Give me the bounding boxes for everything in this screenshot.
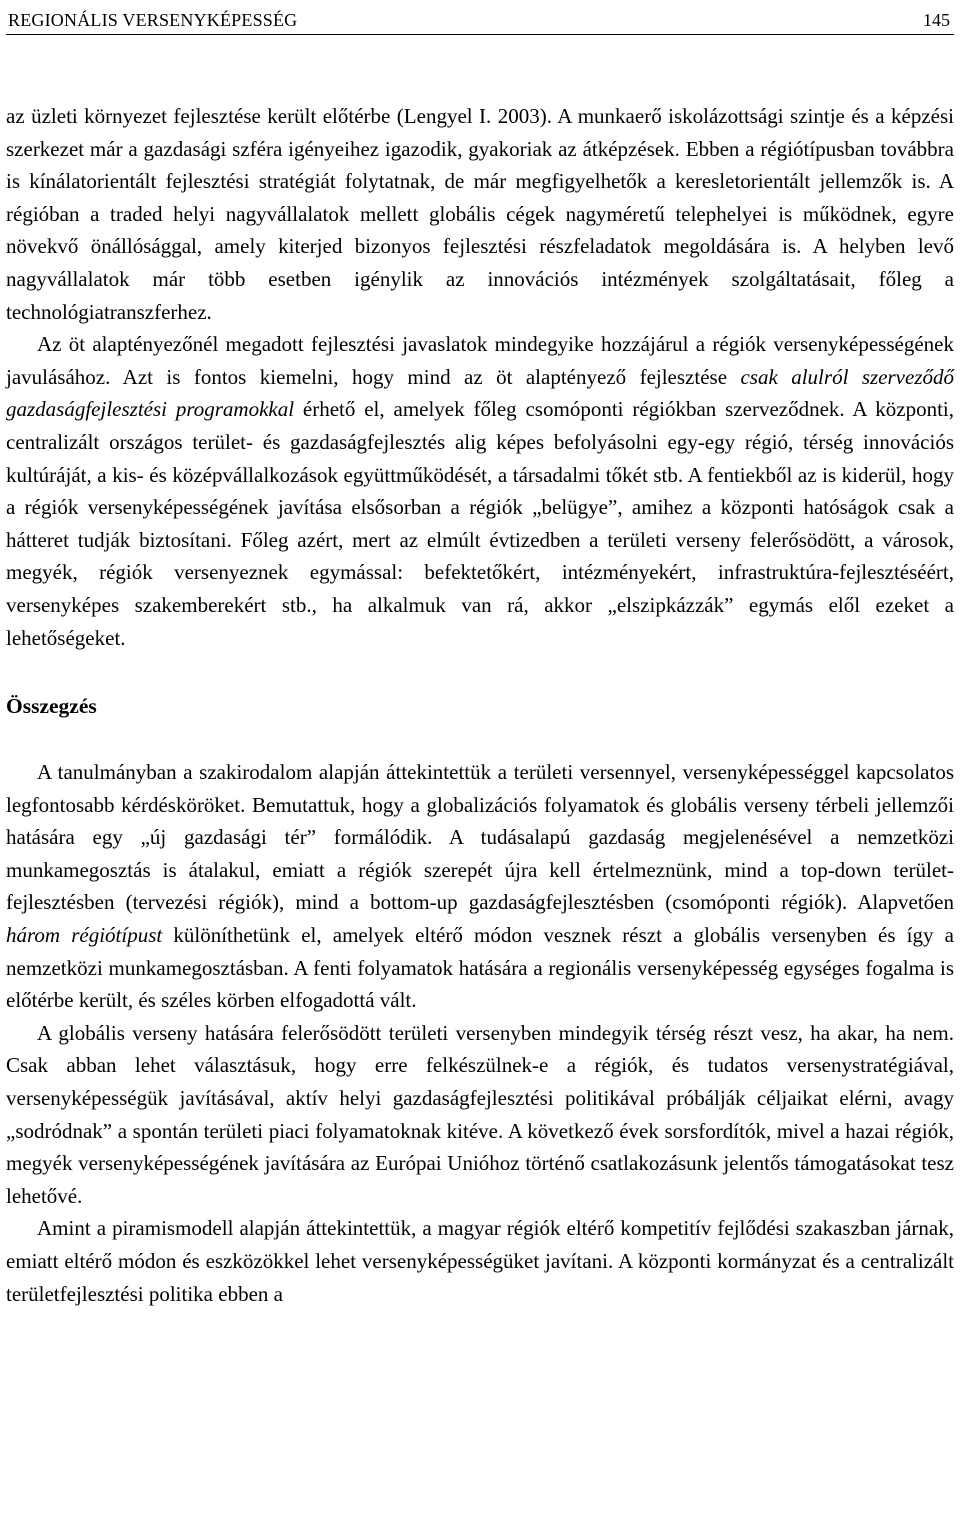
- paragraph-1: az üzleti környezet fejlesztése került előtérbe (Lengyel I. 2003). A munkaerő iskolázottsági szintje és a képzési szerkezet már a gazdasági szféra igényeihez igazodik, gyakoriak az átképzések. Ebben a régiótípusban továbbra is kínálatorientált fejlesztési stratégiát folytatnak, de már megfigyelhetők a keresletorientált jellemzők is. A régióban a traded helyi nagyvállalatok mellett globális cégek nagyméretű telephelyei is működnek, egyre növekvő önállósággal, amely kiterjed bizonyos fejlesztési részfeladatok megoldására is. A helyben levő nagyvállalatok már több esetben igénylik az innovációs intézmények szolgáltatásait, főleg a technológiatranszferhez.: [6, 104, 954, 324]
- paragraph-4: A globális verseny hatására felerősödött területi versenyben mindegyik térség részt vesz, ha akar, ha nem. Csak abban lehet választásuk, hogy erre felkészülnek-e a régiók, és tudatos versenystratégiával, versenyképességük javításával, aktív helyi gazdaságfejlesztési politikával próbálják céljaikat elérni, avagy „sodródnak” a spontán területi piaci folyamatoknak kitéve. A következő évek sorsfordítók, mivel a hazai régiók, megyék versenyképességének javítására az Európai Unióhoz történő csatlakozásunk jelentős támogatásokat tesz lehetővé.: [6, 1020, 954, 1208]
- page-number: 145: [923, 10, 950, 30]
- italic-emphasis: három régiótípust: [6, 923, 163, 948]
- running-title: REGIONÁLIS VERSENYKÉPESSÉG: [8, 10, 298, 30]
- paragraph-3: A tanulmányban a szakirodalom alapján áttekintettük a területi versennyel, versenyképességgel kapcsolatos legfontosabb kérdésköröket. Bemutattuk, hogy a globalizációs folyamatok és globális verseny térbeli jellemzői hatására egy „új gazdasági tér” formálódik. A tudásalapú gazdaság megjelenésével a nemzetközi munkamegosztás is átalakul, emiatt a régiók szerepét újra kell értelmeznünk, mind a top-down területfejlesztésben (tervezési régiók), mind a bottom-up gazdaságfejlesztésben (csomóponti régiók). Alapvetően három régiótípust különíthetünk el, amelyek eltérő módon vesznek részt a globális versenyben és így a nemzetközi munkamegosztásban. A fenti folyamatok hatására a regionális versenyképesség egységes fogalma is előtérbe került, és széles körben elfogadottá vált.: [6, 760, 954, 1013]
- paragraph-5: Amint a piramismodell alapján áttekintettük, a magyar régiók eltérő kompetitív fejlődési szakaszban járnak, emiatt eltérő módon és eszközökkel lehet versenyképességüket javítani. A központi kormányzat és a centralizált területfejlesztési politika ebben a: [6, 1216, 954, 1306]
- paragraph-2: Az öt alaptényezőnél megadott fejlesztési javaslatok mindegyike hozzájárul a régiók versenyképességének javulásához. Azt is fontos kiemelni, hogy mind az öt alaptényező fejlesztése csak alulról szerveződő gazdaságfejlesztési programokkal érhető el, amelyek főleg csomóponti régiókban szerveződnek. A központi, centralizált országos terület- és gazdaságfejlesztés alig képes befolyásolni egy-egy régió, térség innovációs kultúráját, a kis- és középvállalkozások együttműködését, a társadalmi tőkét stb. A fentiekből az is kiderül, hogy a régiók versenyképességének javítása elsősorban a régiók „belügye”, amihez a központi hatóságok csak a hátteret tudják biztosítani. Főleg azért, mert az elmúlt évtizedben a területi verseny felerősödött, a városok, megyék, régiók versenyeznek egymással: befektetőkért, intézményekért, infrastruktúra-fejlesztéséért, versenyképes szakemberekért stb., ha alkalmuk van rá, akkor „elszipkázzák” egymás elől ezeket a lehetőségeket.: [6, 332, 954, 650]
- body-text: [6, 100, 954, 1310]
- running-header: [6, 6, 954, 35]
- section-heading: Összegzés: [6, 694, 97, 719]
- italic-emphasis: csak alulról szerveződő gazdaságfejlesztési programokkal: [6, 364, 954, 422]
